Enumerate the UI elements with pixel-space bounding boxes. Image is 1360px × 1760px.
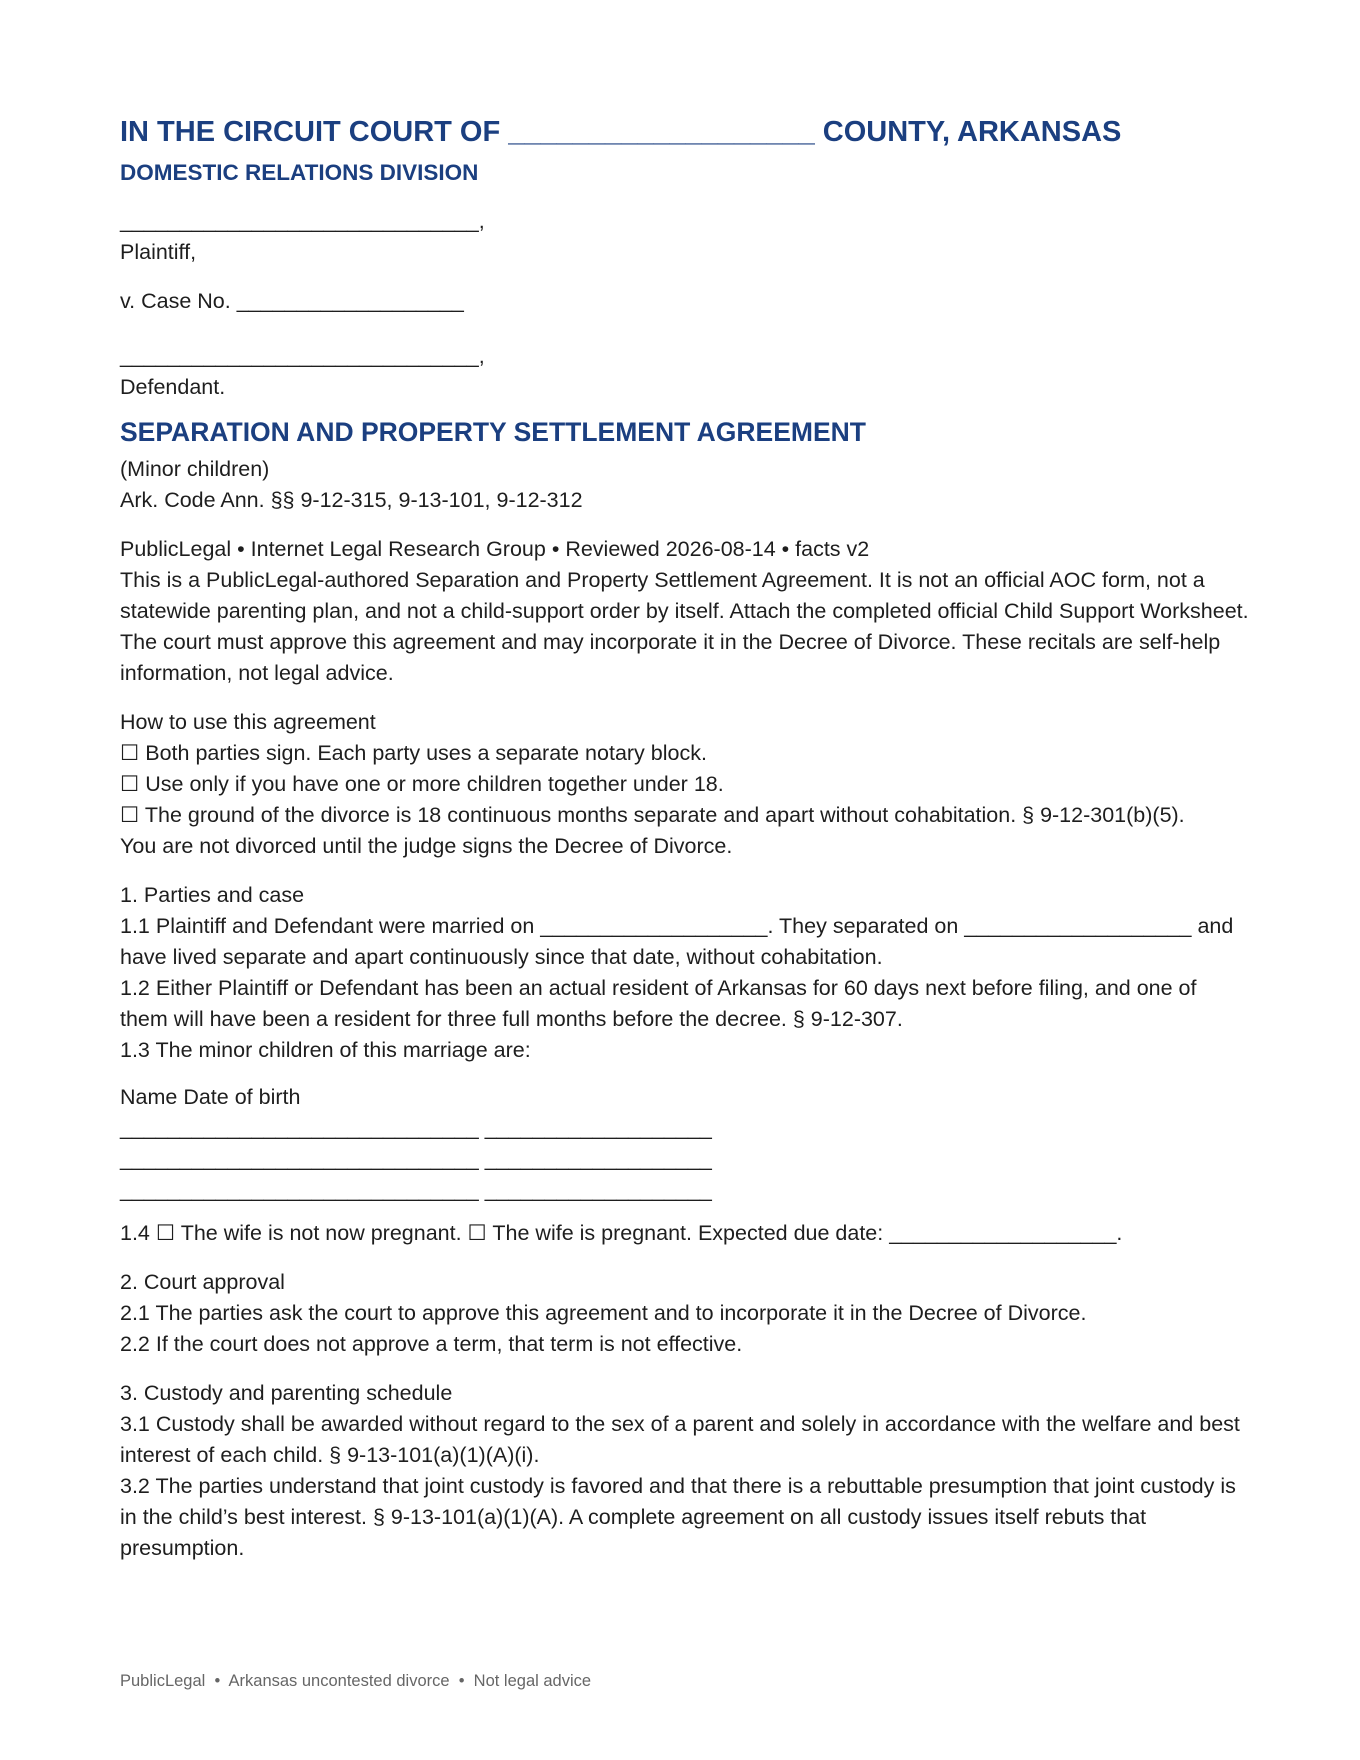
defendant-blank: ______________________________, [120,344,485,368]
section-court-approval [120,1267,1250,1360]
case-number-line: v. Case No. ___________________ [120,289,464,313]
paragraph-2-2: 2.2 If the court does not approve a term, that term is not effective. [120,1332,743,1356]
agreement-subtitle: (Minor children) [120,457,270,481]
how-to-block [120,707,1250,862]
plaintiff-blank: ______________________________, [120,209,485,233]
case-caption [120,206,1250,403]
section-custody [120,1378,1250,1564]
children-table-row: ______________________________ ___________________ [120,1147,712,1171]
paragraph-3-2: 3.2 The parties understand that joint custody is favored and that there is a rebuttable presumption that joint custody is in the child’s best interest. § 9-13-101(a)(1)(A). A complete agreement on all custody issues itself rebuts that presumption. [120,1474,1236,1560]
plaintiff-label: Plaintiff, [120,240,197,264]
children-table-row: ______________________________ ___________________ [120,1178,712,1202]
section-heading: 2. Court approval [120,1270,285,1294]
page-footer: PublicLegal • Arkansas uncontested divorce • Not legal advice [120,1672,592,1690]
intro-block [120,534,1250,689]
children-table-header: Name Date of birth [120,1085,301,1109]
children-table-row: ______________________________ ___________________ [120,1116,712,1140]
court-title: IN THE CIRCUIT COURT OF ___________________ COUNTY, ARKANSAS [120,116,1122,148]
publisher-meta: PublicLegal • Internet Legal Research Group • Reviewed 2026-08-14 • facts v2 [120,537,870,561]
how-to-heading: How to use this agreement [120,710,376,734]
checklist-item: ☐ Both parties sign. Each party uses a separate notary block. [120,741,707,765]
agreement-title: SEPARATION AND PROPERTY SETTLEMENT AGREEMENT [120,417,866,447]
statute-citation: Ark. Code Ann. §§ 9-12-315, 9-13-101, 9-12-312 [120,488,583,512]
notice-text: This is a PublicLegal-authored Separation and Property Settlement Agreement. It is not an official AOC form, not a statewide parenting plan, and not a child-support order by itself. Attach the completed official Child Support Worksheet. The court must approve this agreement and may incorporate it in the Decree of Divorce. These recitals are self-help information, not legal advice. [120,568,1249,685]
paragraph-1-4: 1.4 ☐ The wife is not now pregnant. ☐ The wife is pregnant. Expected due date: ___________________. [120,1221,1123,1245]
how-to-note: You are not divorced until the judge signs the Decree of Divorce. [120,834,733,858]
section-heading: 3. Custody and parenting schedule [120,1381,453,1405]
paragraph-2-1: 2.1 The parties ask the court to approve this agreement and to incorporate it in the Decree of Divorce. [120,1301,1087,1325]
paragraph-1-3: 1.3 The minor children of this marriage are: [120,1038,531,1062]
section-heading: 1. Parties and case [120,883,305,907]
checklist-item: ☐ Use only if you have one or more children together under 18. [120,772,724,796]
defendant-label: Defendant. [120,375,226,399]
checklist-item: ☐ The ground of the divorce is 18 continuous months separate and apart without cohabitation. § 9-12-301(b)(5). [120,803,1185,827]
section-parties [120,880,1250,1249]
division-title: DOMESTIC RELATIONS DIVISION [120,160,479,185]
document-page [120,108,1250,1564]
paragraph-1-2: 1.2 Either Plaintiff or Defendant has been an actual resident of Arkansas for 60 days next before filing, and one of them will have been a resident for three full months before the decree. § 9-12-307. [120,976,1197,1031]
paragraph-3-1: 3.1 Custody shall be awarded without regard to the sex of a parent and solely in accordance with the welfare and best interest of each child. § 9-13-101(a)(1)(A)(i). [120,1412,1240,1467]
paragraph-1-1: 1.1 Plaintiff and Defendant were married on ___________________. They separated on ___________________ and have lived separate and apart continuously since that date, without cohabitation. [120,914,1234,969]
